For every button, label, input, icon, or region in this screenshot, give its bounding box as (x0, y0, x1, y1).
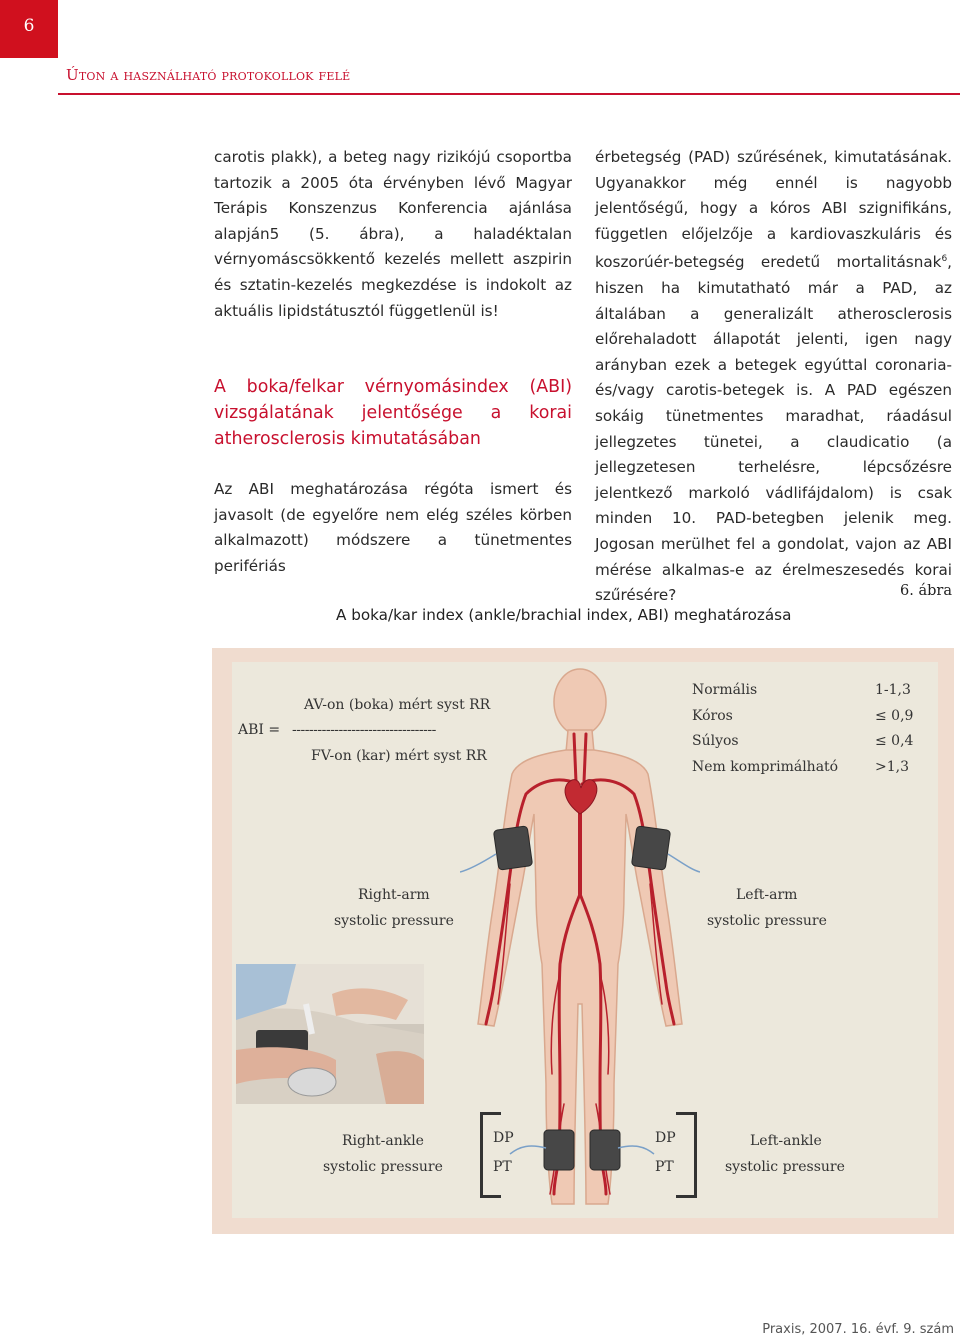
right-ankle-label: Right-ankle (342, 1133, 424, 1149)
left-pulse-bracket (676, 1112, 697, 1198)
paragraph: Az ABI meghatározása régóta ismert és javasolt (de egyelőre nem elég széles körben alkalmazott) módszere a tünetmentes perifériás (214, 480, 572, 575)
left-column-bottom (214, 477, 572, 579)
class-label: Kóros (692, 708, 733, 724)
left-ankle-sublabel: systolic pressure (725, 1159, 845, 1175)
doppler-measurement-photo (236, 964, 424, 1104)
page-number: 6 (23, 16, 35, 36)
right-column (595, 145, 952, 609)
header-rule (58, 93, 960, 95)
left-arm-sublabel: systolic pressure (707, 913, 827, 929)
left-ankle-label: Left-ankle (750, 1133, 822, 1149)
formula-denominator: FV-on (kar) mért syst RR (311, 748, 487, 764)
right-arm-label: Right-arm (358, 887, 430, 903)
pulse-dp-right: DP (493, 1130, 514, 1146)
right-ankle-sublabel: systolic pressure (323, 1159, 443, 1175)
figure-title: A boka/kar index (ankle/brachial index, ABI) meghatározása (336, 606, 792, 624)
pulse-dp-left: DP (655, 1130, 676, 1146)
left-arm-cuff (631, 826, 670, 870)
reference-mark: 6 (941, 254, 948, 265)
left-column-top (214, 145, 572, 324)
right-ankle-cuff (544, 1130, 574, 1170)
class-value: >1,3 (875, 759, 909, 775)
class-label: Súlyos (692, 733, 739, 749)
running-header: Úton a használható protokollok felé (66, 66, 351, 84)
text-run: érbetegség (PAD) szűrésének, kimutatásának. Ugyanakkor még ennél is nagyobb jelentőségű, hogy a kóros ABI szignifikáns, független előjelzője a kardiovaszkuláris és koszorúér-betegség eredetű mortalitásnak (595, 148, 952, 272)
class-label: Normális (692, 682, 758, 698)
class-value: 1-1,3 (875, 682, 911, 698)
formula-lhs: ABI = (238, 722, 281, 738)
right-arm-sublabel: systolic pressure (334, 913, 454, 929)
pulse-pt-left: PT (655, 1159, 674, 1175)
formula-divider: ---------------------------------- (292, 722, 436, 738)
paragraph (595, 145, 952, 609)
class-value: ≤ 0,9 (875, 708, 914, 724)
formula-numerator: AV-on (boka) mért syst RR (304, 697, 491, 713)
class-label: Nem komprimálható (692, 759, 839, 775)
left-arm-label: Left-arm (736, 887, 798, 903)
right-pulse-bracket (480, 1112, 501, 1198)
section-title: A boka/felkar vérnyomásindex (ABI) vizsgálatának jelentősége a korai atherosclerosis kimutatásában (214, 377, 572, 449)
body-silhouette (478, 669, 682, 1204)
footer-citation: Praxis, 2007. 16. évf. 9. szám (762, 1322, 954, 1337)
left-ankle-cuff (590, 1130, 620, 1170)
paragraph: carotis plakk), a beteg nagy rizikójú csoportba tartozik a 2005 óta érvényben lévő Magyar Terápis Konszenzus Konferencia ajánlása alapján5 (5. ábra), a haladéktalan vérnyomáscsökkentő kezelés mellett aszpirin és sztatin-kezelés megkezdése is indokolt az aktuális lipidstátusztól függetlenül is! (214, 148, 572, 320)
right-arm-cuff (493, 826, 532, 870)
figure-label: 6. ábra (900, 583, 952, 599)
class-value: ≤ 0,4 (875, 733, 914, 749)
pulse-pt-right: PT (493, 1159, 512, 1175)
page-number-box (0, 0, 58, 58)
text-run: , hiszen ha kimutatható már a PAD, az általában a generalizált atherosclerosis előrehaladott állapotát jelenti, igen nagy arányban ezek a betegek egyúttal coronaria- és/vagy carotis-betegek is. A PAD egészen sokáig tünetmentes maradhat, ráadásul jellegzetes tünetei, a claudicatio (a jellegzetesen terhelésre, lépcsőzésre jelentkező markoló vádlifájdalom) is csak minden 10. PAD-betegben jelenik meg. Jogosan merülhet fel a gondolat, vajon az ABI mérése alkalmas-e az érelmeszesedés korai szűrésére? (595, 253, 952, 605)
